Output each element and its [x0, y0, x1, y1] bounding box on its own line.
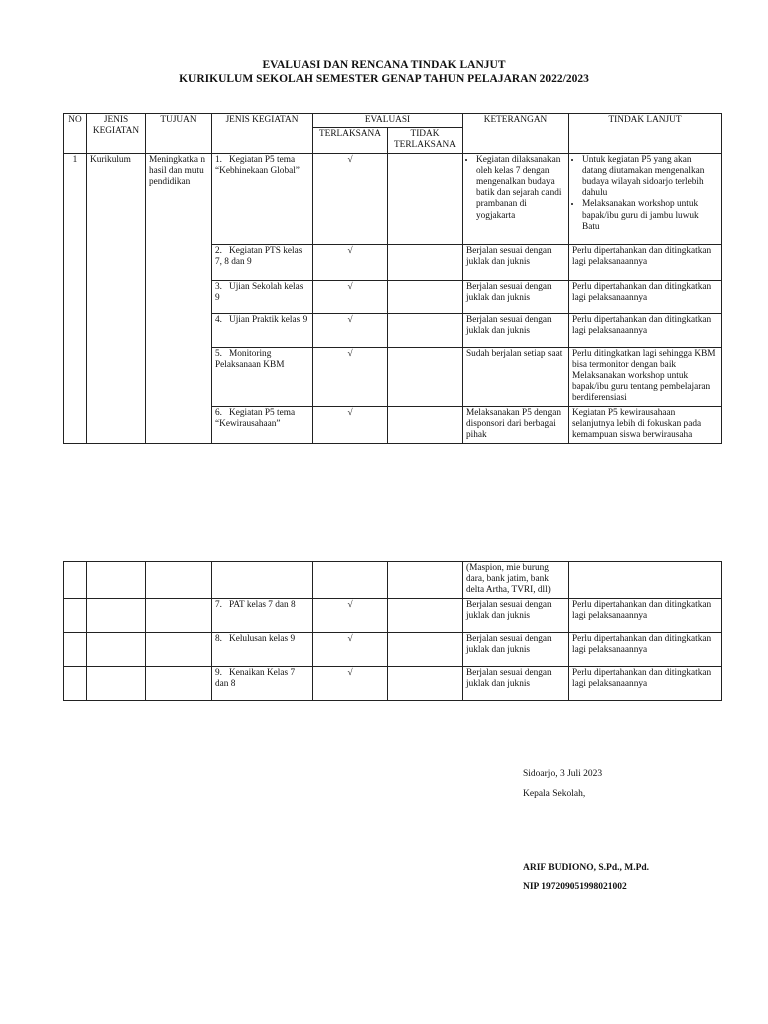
keterangan-cell: Berjalan sesuai dengan juklak dan juknis — [463, 244, 569, 280]
empty-cell — [212, 562, 313, 599]
empty-cell — [64, 562, 87, 599]
keterangan-cell: Berjalan sesuai dengan juklak dan juknis — [463, 313, 569, 347]
empty-cell — [64, 666, 87, 700]
tidak-terlaksana-cell — [388, 153, 463, 244]
activity-number: 3. — [215, 281, 222, 292]
evaluation-table-part2 — [63, 561, 722, 701]
empty-cell — [87, 562, 146, 599]
tindak-lanjut-bullet: • Melaksanakan workshop untuk bapak/ibu guru di jambu luwuk Batu — [582, 199, 718, 233]
terlaksana-check: √ — [313, 632, 388, 666]
keterangan-cell: Berjalan sesuai dengan juklak dan juknis — [463, 632, 569, 666]
activity-name: Kegiatan P5 tema “Kewirausahaan” — [215, 407, 296, 429]
terlaksana-check: √ — [313, 244, 388, 280]
header-tujuan: TUJUAN — [146, 114, 212, 154]
terlaksana-check: √ — [313, 598, 388, 632]
tindak-lanjut-cell: Perlu dipertahankan dan ditingkatkan lagi pelaksanaannya — [569, 598, 722, 632]
keterangan-bullet: • Kegiatan dilaksanakan oleh kelas 7 dengan mengenalkan budaya batik dan sejarah candi prambanan di yogjakarta — [476, 155, 565, 222]
activity-cell — [212, 406, 313, 443]
terlaksana-check: √ — [313, 347, 388, 406]
tidak-terlaksana-cell — [388, 666, 463, 700]
activity-cell — [212, 313, 313, 347]
signer-nip: NIP 197209051998021002 — [523, 882, 627, 892]
tindak-lanjut-cell: Perlu ditingkatkan lagi sehingga KBM bisa termonitor dengan baik Melaksanakan workshop untuk bapak/ibu guru tentang pembelajaran berdiferensiasi — [569, 347, 722, 406]
activity-number: 2. — [215, 245, 222, 256]
empty-cell — [388, 562, 463, 599]
evaluation-table-part1 — [63, 113, 722, 444]
empty-cell — [87, 666, 146, 700]
activity-cell — [212, 347, 313, 406]
activity-name: PAT kelas 7 dan 8 — [229, 599, 296, 610]
tidak-terlaksana-cell — [388, 406, 463, 443]
header-terlaksana: TERLAKSANA — [313, 128, 388, 153]
tidak-terlaksana-cell — [388, 280, 463, 313]
keterangan-continuation: (Maspion, mie burung dara, bank jatim, bank delta Artha, TVRI, dll) — [463, 562, 569, 599]
header-no: NO — [64, 114, 87, 154]
activity-name: Kegiatan PTS kelas 7, 8 dan 9 — [215, 245, 303, 267]
document-subtitle: KURIKULUM SEKOLAH SEMESTER GENAP TAHUN PELAJARAN 2022/2023 — [179, 73, 589, 85]
empty-cell — [313, 562, 388, 599]
activity-name: Kenaikan Kelas 7 dan 8 — [215, 667, 296, 689]
keterangan-cell: Berjalan sesuai dengan juklak dan juknis — [463, 280, 569, 313]
keterangan-cell — [463, 153, 569, 244]
tindak-lanjut-cell: Perlu dipertahankan dan ditingkatkan lagi pelaksanaannya — [569, 244, 722, 280]
row-tujuan: Meningkatka n hasil dan mutu pendidikan — [146, 153, 212, 443]
tindak-lanjut-cell: Perlu dipertahankan dan ditingkatkan lagi pelaksanaannya — [569, 280, 722, 313]
keterangan-cell: Berjalan sesuai dengan juklak dan juknis — [463, 666, 569, 700]
place-date: Sidoarjo, 3 Juli 2023 — [523, 769, 603, 779]
table-row — [64, 598, 722, 632]
header-evaluasi: EVALUASI — [313, 114, 463, 128]
activity-name: Kelulusan kelas 9 — [229, 633, 296, 644]
activity-cell — [212, 280, 313, 313]
tidak-terlaksana-cell — [388, 632, 463, 666]
table-row — [64, 562, 722, 599]
signer-name: ARIF BUDIONO, S.Pd., M.Pd. — [523, 863, 650, 873]
table-row — [64, 666, 722, 700]
empty-cell — [87, 598, 146, 632]
document-title: EVALUASI DAN RENCANA TINDAK LANJUT — [262, 59, 506, 71]
signer-position: Kepala Sekolah, — [523, 789, 586, 799]
tidak-terlaksana-cell — [388, 598, 463, 632]
keterangan-cell: Berjalan sesuai dengan juklak dan juknis — [463, 598, 569, 632]
activity-number: 1. — [215, 154, 222, 165]
empty-cell — [146, 666, 212, 700]
tindak-lanjut-cell: Perlu dipertahankan dan ditingkatkan lagi pelaksanaannya — [569, 666, 722, 700]
tindak-lanjut-cell: Perlu dipertahankan dan ditingkatkan lagi pelaksanaannya — [569, 632, 722, 666]
header-jenis-kegiatan-col: JENIS KEGIATAN — [87, 114, 146, 154]
row-number: 1 — [64, 153, 87, 443]
activity-number: 8. — [215, 633, 222, 644]
tidak-terlaksana-cell — [388, 244, 463, 280]
empty-cell — [146, 598, 212, 632]
activity-name: Ujian Sekolah kelas 9 — [215, 281, 304, 303]
terlaksana-check: √ — [313, 666, 388, 700]
header-tidak-terlaksana: TIDAK TERLAKSANA — [388, 128, 463, 153]
keterangan-cell: Melaksanakan P5 dengan disponsori dari berbagai pihak — [463, 406, 569, 443]
empty-cell — [64, 632, 87, 666]
tindak-lanjut-cell — [569, 153, 722, 244]
empty-cell — [569, 562, 722, 599]
table-row — [64, 632, 722, 666]
tindak-lanjut-bullet: • Untuk kegiatan P5 yang akan datang diutamakan mengenalkan budaya wilayah sidoarjo terlebih dahulu — [582, 155, 718, 200]
activity-cell — [212, 598, 313, 632]
header-tindak-lanjut: TINDAK LANJUT — [569, 114, 722, 154]
header-keterangan: KETERANGAN — [463, 114, 569, 154]
activity-name: Ujian Praktik kelas 9 — [229, 314, 308, 325]
header-jenis-kegiatan: JENIS KEGIATAN — [212, 114, 313, 154]
activity-name: Kegiatan P5 tema “Kebhinekaan Global” — [215, 154, 300, 176]
activity-number: 9. — [215, 667, 222, 678]
empty-cell — [146, 632, 212, 666]
activity-number: 6. — [215, 407, 222, 418]
tidak-terlaksana-cell — [388, 313, 463, 347]
tindak-lanjut-cell: Kegiatan P5 kewirausahaan selanjutnya lebih di fokuskan pada kemampuan siswa berwirausaha — [569, 406, 722, 443]
empty-cell — [64, 598, 87, 632]
activity-cell — [212, 632, 313, 666]
activity-cell — [212, 244, 313, 280]
table-row — [64, 153, 722, 244]
tidak-terlaksana-cell — [388, 347, 463, 406]
terlaksana-check: √ — [313, 153, 388, 244]
keterangan-cell: Sudah berjalan setiap saat — [463, 347, 569, 406]
terlaksana-check: √ — [313, 313, 388, 347]
empty-cell — [87, 632, 146, 666]
activity-number: 5. — [215, 348, 222, 359]
terlaksana-check: √ — [313, 280, 388, 313]
activity-name: Monitoring Pelaksanaan KBM — [215, 348, 285, 370]
activity-number: 4. — [215, 314, 222, 325]
tindak-lanjut-cell: Perlu dipertahankan dan ditingkatkan lagi pelaksanaannya — [569, 313, 722, 347]
row-jenis: Kurikulum — [87, 153, 146, 443]
terlaksana-check: √ — [313, 406, 388, 443]
empty-cell — [146, 562, 212, 599]
activity-cell — [212, 153, 313, 244]
activity-number: 7. — [215, 599, 222, 610]
activity-cell — [212, 666, 313, 700]
